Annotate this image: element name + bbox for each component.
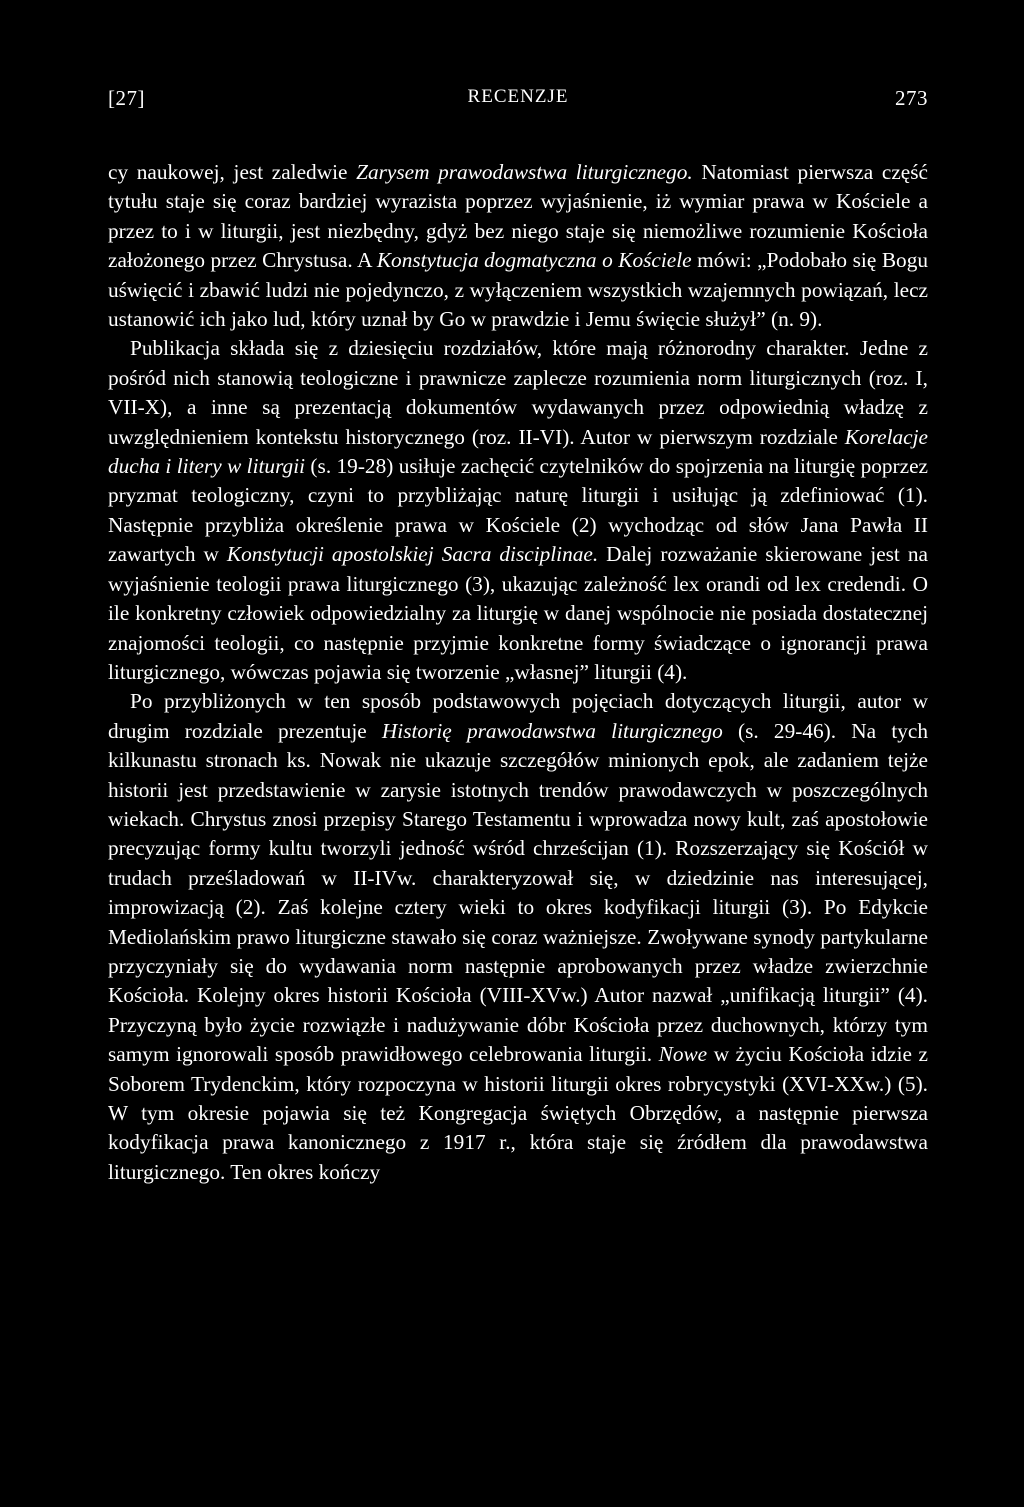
text-run: w życiu Kościoła idzie z Soborem Trydenckim, który rozpoczyna w historii liturgii okres robrycystyki (XVI-XXw.) (5). W tym okresie pojawia się też Kongregacja świętych Obrzędów, a następnie pierwsza kodyfikacja prawa kanonicznego z 1917 r., która staje się źródłem dla prawodawstwa liturgicznego. Ten okres kończy xyxy=(108,1042,928,1184)
page-number: 273 xyxy=(895,86,928,110)
body-text xyxy=(108,158,928,1187)
text-run: Dalej rozważanie skierowane jest na wyjaśnienie teologii prawa liturgicznego (3), ukazując zależność lex orandi od lex credendi. O ile konkretny człowiek odpowiedzialny za liturgię w danej wspólnocie nie posiada dostatecznej znajomości teologii, co następnie przyjmie konkretne formy świadczące o ignorancji prawa liturgicznego, wówczas pojawia się tworzenie „własnej” liturgii (4). xyxy=(108,542,928,684)
italic-title-run: Zarysem prawodawstwa liturgicznego. xyxy=(356,160,693,184)
italic-title-run: Historię prawodawstwa liturgicznego xyxy=(381,718,723,743)
text-run: mówi: „Podobało się Bogu uświęcić i zbawić ludzi nie pojedynczo, z wyłączeniem wszystkich wzajemnych powiązań, lecz ustanowić ich jako lud, który uznał by Go w prawdzie i Jemu święcie służył” (n. 9). xyxy=(108,248,928,332)
text-run: Po przybliżonych w ten sposób podstawowych pojęciach dotyczących liturgii, autor w drugim rozdziale prezentuje xyxy=(108,689,928,743)
paragraph-1 xyxy=(108,158,928,334)
paragraph-2 xyxy=(108,334,928,687)
document-page xyxy=(108,86,928,1187)
running-header xyxy=(108,86,928,120)
running-title: RECENZJE xyxy=(467,86,569,107)
text-run: Natomiast pierwsza część tytułu staje się coraz bardziej wyrazista poprzez wyjaśnienie, iż wymiar prawa w Kościele a przez to i w liturgii, jest niezbędny, gdyż bez niego staje się niemożliwe rozumienie Kościoła założonego przez Chrystusa. A xyxy=(108,160,928,273)
italic-title-run: Konstytucja dogmatyczna o Kościele xyxy=(376,248,692,273)
text-run: Publikacja składa się z dziesięciu rozdziałów, które mają różnorodny charakter. Jedne z pośród nich stanowią teologiczne i prawnicze zaplecze rozumienia norm liturgicznych (roz. I, VII-X), a inne są prezentacją dokumentów wydawanych przez odpowiednią władzę z uwzględnieniem kontekstu historycznego (roz. II-VI). Autor w pierwszym rozdziale xyxy=(108,336,928,449)
text-run: (s. 19-28) usiłuje zachęcić czytelników do spojrzenia na liturgię poprzez pryzmat teologiczny, czyni to przybliżając naturę liturgii i usiłując ją zdefiniować (1). Następnie przybliża określenie prawa w Kościele (2) wychodząc od słów Jana Pawła II zawartych w xyxy=(108,454,928,567)
paragraph-3 xyxy=(108,687,928,1187)
italic-title-run: Konstytucji apostolskiej Sacra disciplinae. xyxy=(226,542,599,567)
text-run: cy naukowej, jest zaledwie xyxy=(108,160,357,184)
italic-title-run: Nowe xyxy=(658,1042,708,1067)
italic-title-run: Korelacje ducha i litery w liturgii xyxy=(108,424,928,479)
section-number: [27] xyxy=(108,86,145,110)
text-run: (s. 29-46). Na tych kilkunastu stronach ks. Nowak nie ukazuje szczegółów minionych epok, ale zadaniem tejże historii jest przedstawienie w zarysie istotnych trendów prawodawczych w poszczególnych wiekach. Chrystus znosi przepisy Starego Testamentu i wprowadza nowy kult, zaś apostołowie precyzując formy kultu tworzyli jedność wśród chrześcijan (1). Rozszerzający się Kościół w trudach prześladowań w II-IVw. charakteryzował się, w dziedzinie nas interesującej, improwizacją (2). Zaś kolejne cztery wieki to okres kodyfikacji liturgii (3). Po Edykcie Mediolańskim prawo liturgiczne stawało się coraz ważniejsze. Zwoływane synody partykularne przyczyniały się do wydawania norm następnie aprobowanych przez władze zwierzchnie Kościoła. Kolejny okres historii Kościoła (VIII-XVw.) Autor nazwał „unifikacją liturgii” (4). Przyczyną było życie rozwiązłe i nadużywanie dóbr Kościoła przez duchownych, którzy tym samym ignorowali sposób prawidłowego celebrowania liturgii. xyxy=(108,718,928,1067)
